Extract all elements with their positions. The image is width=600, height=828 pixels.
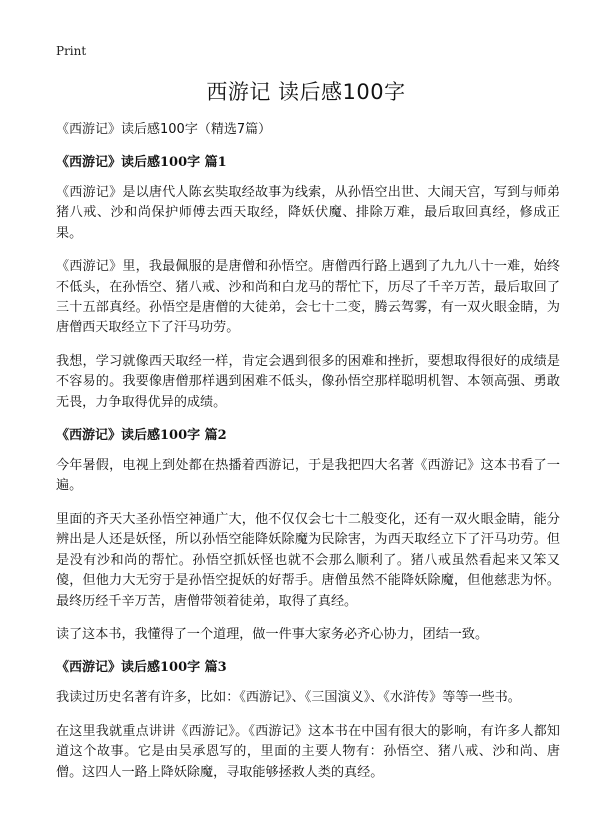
section-heading-3: 《西游记》读后感100字 篇3 <box>56 660 227 676</box>
section-1-paragraph-3: 我想，学习就像西天取经一样，肯定会遇到很多的困难和挫折，要想取得很好的成绩是不容易的。我要像唐僧那样遇到困难不低头，像孙悟空那样聪明机智、本领高强、勇敢无畏，力争取得优异的成绩。 <box>56 353 560 410</box>
document-subtitle: 《西游记》读后感100字（精选7篇） <box>56 122 272 137</box>
section-heading-1: 《西游记》读后感100字 篇1 <box>56 155 227 170</box>
print-link[interactable]: Print <box>56 44 87 58</box>
section-1-paragraph-2: 《西游记》里，我最佩服的是唐僧和孙悟空。唐僧西行路上遇到了九九八十一难，始终不低头，在孙悟空、猪八戒、沙和尚和白龙马的帮忙下，历尽了千辛万苦，最后取回了三十五部真经。孙悟空是唐僧的大徒弟，会七十二变，腾云驾雾，有一双火眼金睛，为唐僧西天取经立下了汗马功劳。 <box>56 259 560 336</box>
section-2-paragraph-1: 今年暑假，电视上到处都在热播着西游记，于是我把四大名著《西游记》这本书看了一遍。 <box>56 458 560 494</box>
section-2-paragraph-3: 读了这本书，我懂得了一个道理，做一件事大家务必齐心协力，团结一致。 <box>56 626 489 642</box>
page-title: 西游记 读后感100字 <box>206 80 406 104</box>
section-3-paragraph-2: 在这里我就重点讲讲《西游记》。《西游记》这本书在中国有很大的影响，有许多人都知道这个故事。它是由吴承恩写的，里面的主要人物有：孙悟空、猪八戒、沙和尚、唐僧。这四人一路上降妖除魔，寻取能够拯救人类的真经。 <box>56 723 560 780</box>
document-body <box>56 120 560 796</box>
section-3-paragraph-1: 我读过历史名著有许多，比如：《西游记》、《三国演义》、《水浒传》等等一些书。 <box>56 690 521 706</box>
section-heading-2: 《西游记》读后感100字 篇2 <box>56 428 227 444</box>
section-2-paragraph-2: 里面的齐天大圣孙悟空神通广大，他不仅仅会七十二般变化，还有一双火眼金睛，能分辨出是人还是妖怪，所以孙悟空能降妖除魔为民除害，为西天取经立下了汗马功劳。但是没有沙和尚的帮忙。孙悟空抓妖怪也就不会那么顺利了。猪八戒虽然看起来又笨又傻，但他力大无穷于是孙悟空捉妖的好帮手。唐僧虽然不能降妖除魔，但他慈悲为怀。最终历经千辛万苦，唐僧带领着徒弟，取得了真经。 <box>56 511 560 609</box>
section-1-paragraph-1: 《西游记》是以唐代人陈玄奘取经故事为线索，从孙悟空出世、大闹天宫，写到与师弟猪八戒、沙和尚保护师傅去西天取经，降妖伏魔、排除万难，最后取回真经，修成正果。 <box>56 185 560 241</box>
